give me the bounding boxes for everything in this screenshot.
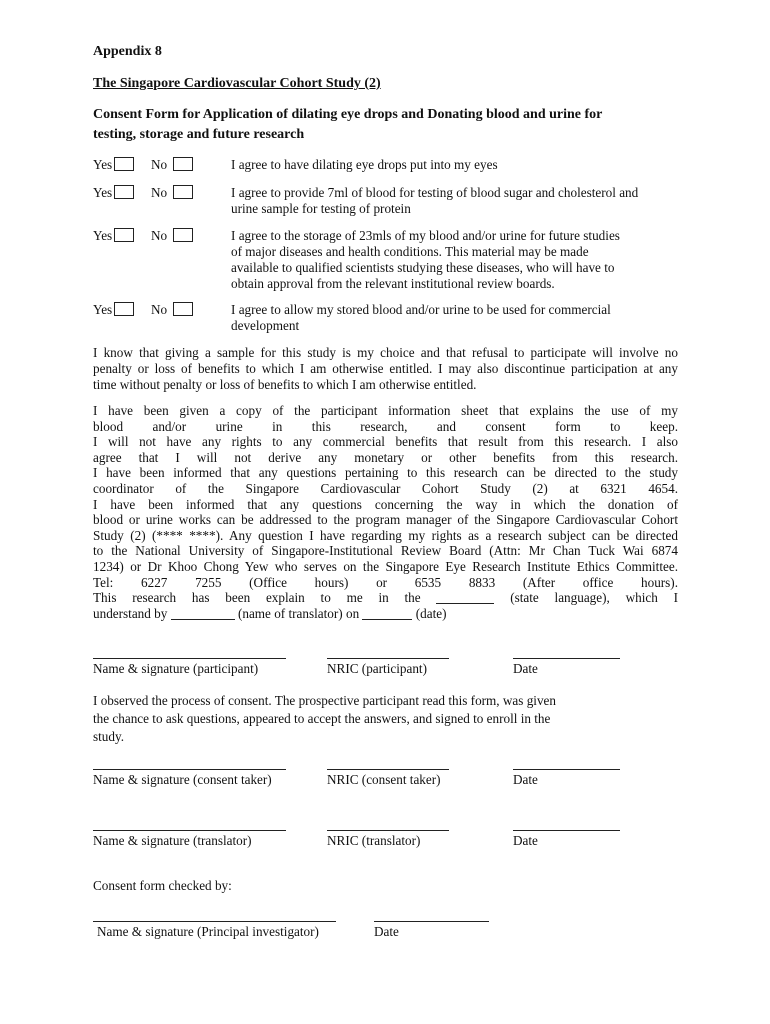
consent-taker-date-label: Date <box>513 772 538 787</box>
no-box[interactable] <box>173 302 193 316</box>
translator-date-label: Date <box>513 833 538 848</box>
yes-checkbox-storage[interactable]: Yes <box>93 228 134 244</box>
yes-box[interactable] <box>114 302 134 316</box>
translator-name-field[interactable] <box>171 607 235 620</box>
form-title-line-2: testing, storage and future research <box>93 127 305 142</box>
no-checkbox-storage[interactable]: No <box>151 228 193 244</box>
no-checkbox-commercial[interactable]: No <box>151 302 193 318</box>
no-box[interactable] <box>173 228 193 242</box>
translator-statement-line: understand by (name of translator) on (date) <box>93 605 447 621</box>
agreement-eye-drops: I agree to have dilating eye drops put into my eyes <box>231 157 498 172</box>
translator-nric-line[interactable] <box>327 830 449 831</box>
yes-box[interactable] <box>114 157 134 171</box>
participant-nric-label: NRIC (participant) <box>327 661 427 676</box>
participant-signature-line[interactable] <box>93 658 286 659</box>
yes-checkbox-commercial[interactable]: Yes <box>93 302 134 318</box>
information-paragraph: I have been given a copy of the participant information sheet that explains the use of my blood and/or urine in this research, and consent form to keep. I will not have any rights to any commercial benefits that result from this research. I also agree that I will not derive any monetary or other benefits from this research. I have been informed that any questions pertaining to this research can be directed to the study coordinator of the Singapore Cardiovascular Cohort Study (2) at 6321 4654. I have been informed that any questions concerning the way in which the donation of blood or urine works can be addressed to the program manager of the Singapore Cardiovascular Cohort Study (2) (**** ****). Any question I have regarding my rights as a research subject can be directed to the National University of Singapore-Institutional Review Board (Attn: Mr Chan Tuck Wai 6874 1234) or Dr Khoo Chong Yew who serves on the Singapore Eye Research Institute Ethics Committee. Tel: 6227 7255 (Office hours) or 6535 8833 (After office hours). This research has been explain to me in the (state language), which I understand by (name of translator) on (date) <box>93 403 678 621</box>
no-box[interactable] <box>173 157 193 171</box>
consent-taker-signature-line[interactable] <box>93 769 286 770</box>
participant-date-line[interactable] <box>513 658 620 659</box>
voluntary-participation-paragraph: I know that giving a sample for this study is my choice and that refusal to participate will involve no penalty or loss of benefits to which I am otherwise entitled. I may also discontinue participation at any time without penalty or loss of benefits to which I am otherwise entitled. <box>93 345 678 392</box>
pi-date-label: Date <box>374 924 399 939</box>
no-checkbox-blood-test[interactable]: No <box>151 185 193 201</box>
consent-taker-nric-line[interactable] <box>327 769 449 770</box>
agreement-blood-test: I agree to provide 7ml of blood for testing of blood sugar and cholesterol and urine sample for testing of protein <box>231 185 639 216</box>
study-title: The Singapore Cardiovascular Cohort Study (2) <box>93 76 381 91</box>
yes-checkbox-eye-drops[interactable]: Yes <box>93 157 134 173</box>
agreement-storage: I agree to the storage of 23mls of my blood and/or urine for future studies of major diseases and health conditions. This material may be made available to qualified scientists studying these diseases, who will have to obtain approval from the relevant institutional review boards. <box>231 228 620 291</box>
form-title-line-1: Consent Form for Application of dilating eye drops and Donating blood and urine for <box>93 107 603 122</box>
state-language-field[interactable] <box>436 591 494 604</box>
yes-box[interactable] <box>114 228 134 242</box>
yes-checkbox-blood-test[interactable]: Yes <box>93 185 134 201</box>
observer-statement: I observed the process of consent. The prospective participant read this form, was given the chance to ask questions, appeared to accept the answers, and signed to enroll in the study. <box>93 693 557 744</box>
translator-nric-label: NRIC (translator) <box>327 833 421 848</box>
no-box[interactable] <box>173 185 193 199</box>
participant-nric-line[interactable] <box>327 658 449 659</box>
participant-date-label: Date <box>513 661 538 676</box>
consent-taker-signature-label: Name & signature (consent taker) <box>93 772 272 787</box>
appendix-heading: Appendix 8 <box>93 44 162 59</box>
translation-date-field[interactable] <box>362 607 412 620</box>
translator-signature-line[interactable] <box>93 830 286 831</box>
checked-by-label: Consent form checked by: <box>93 878 232 893</box>
translator-date-line[interactable] <box>513 830 620 831</box>
pi-signature-label: Name & signature (Principal investigator) <box>97 924 319 939</box>
pi-signature-line[interactable] <box>93 921 336 922</box>
agreement-commercial: I agree to allow my stored blood and/or urine to be used for commercial development <box>231 302 611 333</box>
yes-box[interactable] <box>114 185 134 199</box>
translation-statement-line: This research has been explain to me in the (state language), which I <box>93 590 678 606</box>
consent-taker-nric-label: NRIC (consent taker) <box>327 772 441 787</box>
translator-signature-label: Name & signature (translator) <box>93 833 252 848</box>
no-checkbox-eye-drops[interactable]: No <box>151 157 193 173</box>
pi-date-line[interactable] <box>374 921 489 922</box>
participant-signature-label: Name & signature (participant) <box>93 661 259 676</box>
consent-taker-date-line[interactable] <box>513 769 620 770</box>
